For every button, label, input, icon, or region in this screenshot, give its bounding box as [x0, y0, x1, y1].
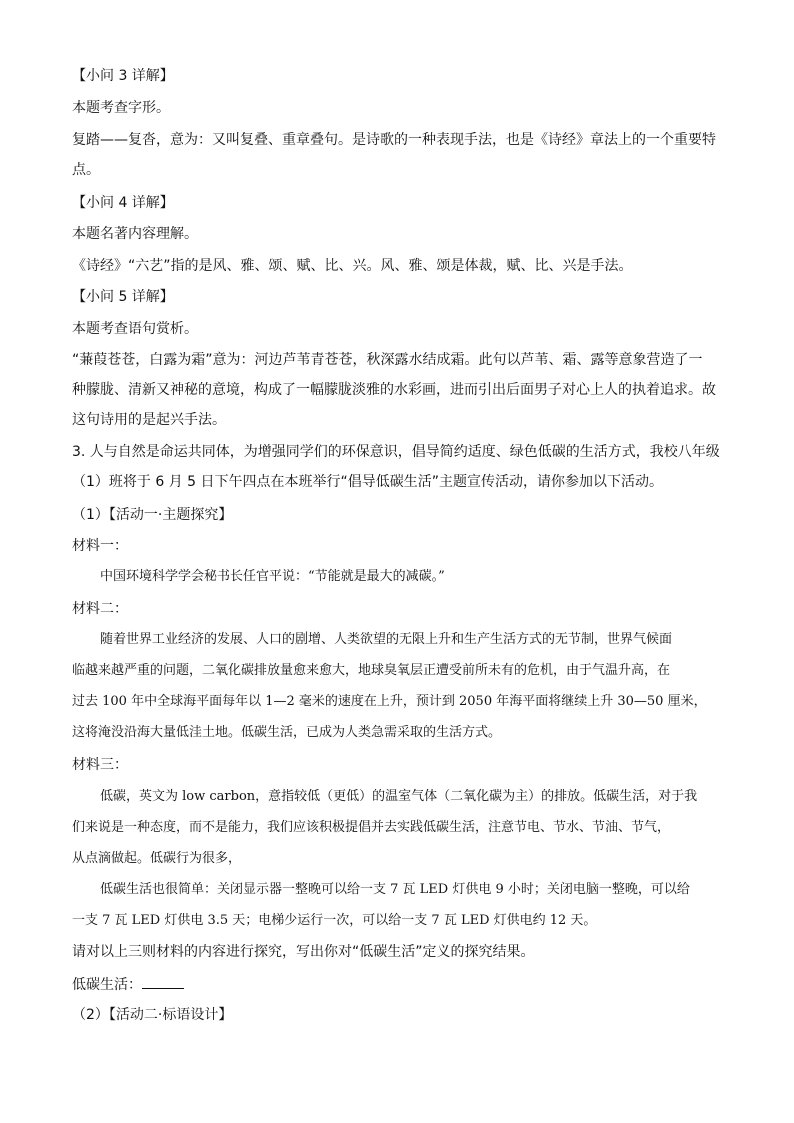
q4-explanation-heading: 【小问 4 详解】	[72, 195, 174, 211]
question-3-intro: （1）班将于 6 月 5 日下午四点在本班举行“倡导低碳生活”主题宣传活动，请你参加以下活动。	[72, 474, 664, 490]
material-3-text: 低碳，英文为 low carbon，意指较低（更低）的温室气体（二氧化碳为主）的排放。低碳生活，对于我	[100, 789, 698, 804]
q5-explanation-heading: 【小问 5 详解】	[72, 289, 174, 305]
task-instruction: 请对以上三则材料的内容进行探究，写出你对“低碳生活”定义的探究结果。	[72, 944, 535, 960]
activity-1-heading: （1）【活动一·主题探究】	[72, 507, 233, 523]
answer-label: 低碳生活：	[72, 977, 142, 993]
q3-explanation-text: 点。	[72, 162, 100, 178]
q3-explanation-text: 本题考查字形。	[72, 100, 170, 116]
material-2-text: 过去 100 年中全球海平面每年以 1—2 毫米的速度在上升，预计到 2050 年海平面将继续上升 30—50 厘米，	[72, 694, 707, 709]
material-1-label: 材料一：	[72, 538, 128, 554]
material-3-text: 低碳生活也很简单：关闭显示器一整晚可以给一支 7 瓦 LED 灯供电 9 小时；关闭电脑一整晚，可以给	[100, 882, 690, 897]
question-3-intro: 3. 人与自然是命运共同体，为增强同学们的环保意识，倡导简约适度、绿色低碳的生活方式，我校八年级	[72, 444, 720, 460]
answer-row	[72, 974, 184, 995]
q5-explanation-text: 本题考查语句赏析。	[72, 321, 198, 337]
activity-2-heading: （2）【活动二·标语设计】	[72, 1007, 233, 1023]
q5-explanation-text: “蒹葭苍苍，白露为霜”意为：河边芦苇青苍苍，秋深露水结成霜。此句以芦苇、霜、露等意象营造了一	[72, 352, 703, 368]
q4-explanation-text: 本题名著内容理解。	[72, 226, 198, 242]
answer-blank[interactable]	[142, 974, 184, 989]
material-3-text: 从点滴做起。低碳行为很多，	[72, 851, 242, 866]
q4-explanation-text: 《诗经》“六艺”指的是风、雅、颂、赋、比、兴。风、雅、颂是体裁，赋、比、兴是手法。	[72, 258, 633, 274]
q3-explanation-heading: 【小问 3 详解】	[72, 68, 174, 84]
material-2-label: 材料二：	[72, 601, 128, 617]
material-1-text: 中国环境科学学会秘书长任官平说：“节能就是最大的减碳。”	[100, 569, 445, 584]
material-2-text: 这将淹没沿海大量低洼土地。低碳生活，已成为人类急需采取的生活方式。	[72, 725, 502, 740]
material-3-text: 们来说是一种态度，而不是能力，我们应该积极提倡并去实践低碳生活，注意节电、节水、节油、节气，	[72, 820, 671, 835]
material-3-label: 材料三：	[72, 757, 128, 773]
material-2-text: 临越来越严重的问题，二氧化碳排放量愈来愈大，地球臭氧层正遭受前所未有的危机，由于气温升高，在	[72, 663, 671, 678]
q5-explanation-text: 这句诗用的是起兴手法。	[72, 412, 226, 428]
material-3-text: 一支 7 瓦 LED 灯供电 3.5 天；电梯少运行一次，可以给一支 7 瓦 LED 灯供电约 12 天。	[72, 913, 597, 928]
material-2-text: 随着世界工业经济的发展、人口的剧增、人类欲望的无限上升和生产生活方式的无节制，世界气候面	[100, 632, 673, 647]
q3-explanation-text: 复踏——复沓，意为：又叫复叠、重章叠句。是诗歌的一种表现手法，也是《诗经》章法上的一个重要特	[72, 132, 716, 148]
q5-explanation-text: 种朦胧、清新又神秘的意境，构成了一幅朦胧淡雅的水彩画，进而引出后面男子对心上人的执着追求。故	[72, 382, 716, 398]
